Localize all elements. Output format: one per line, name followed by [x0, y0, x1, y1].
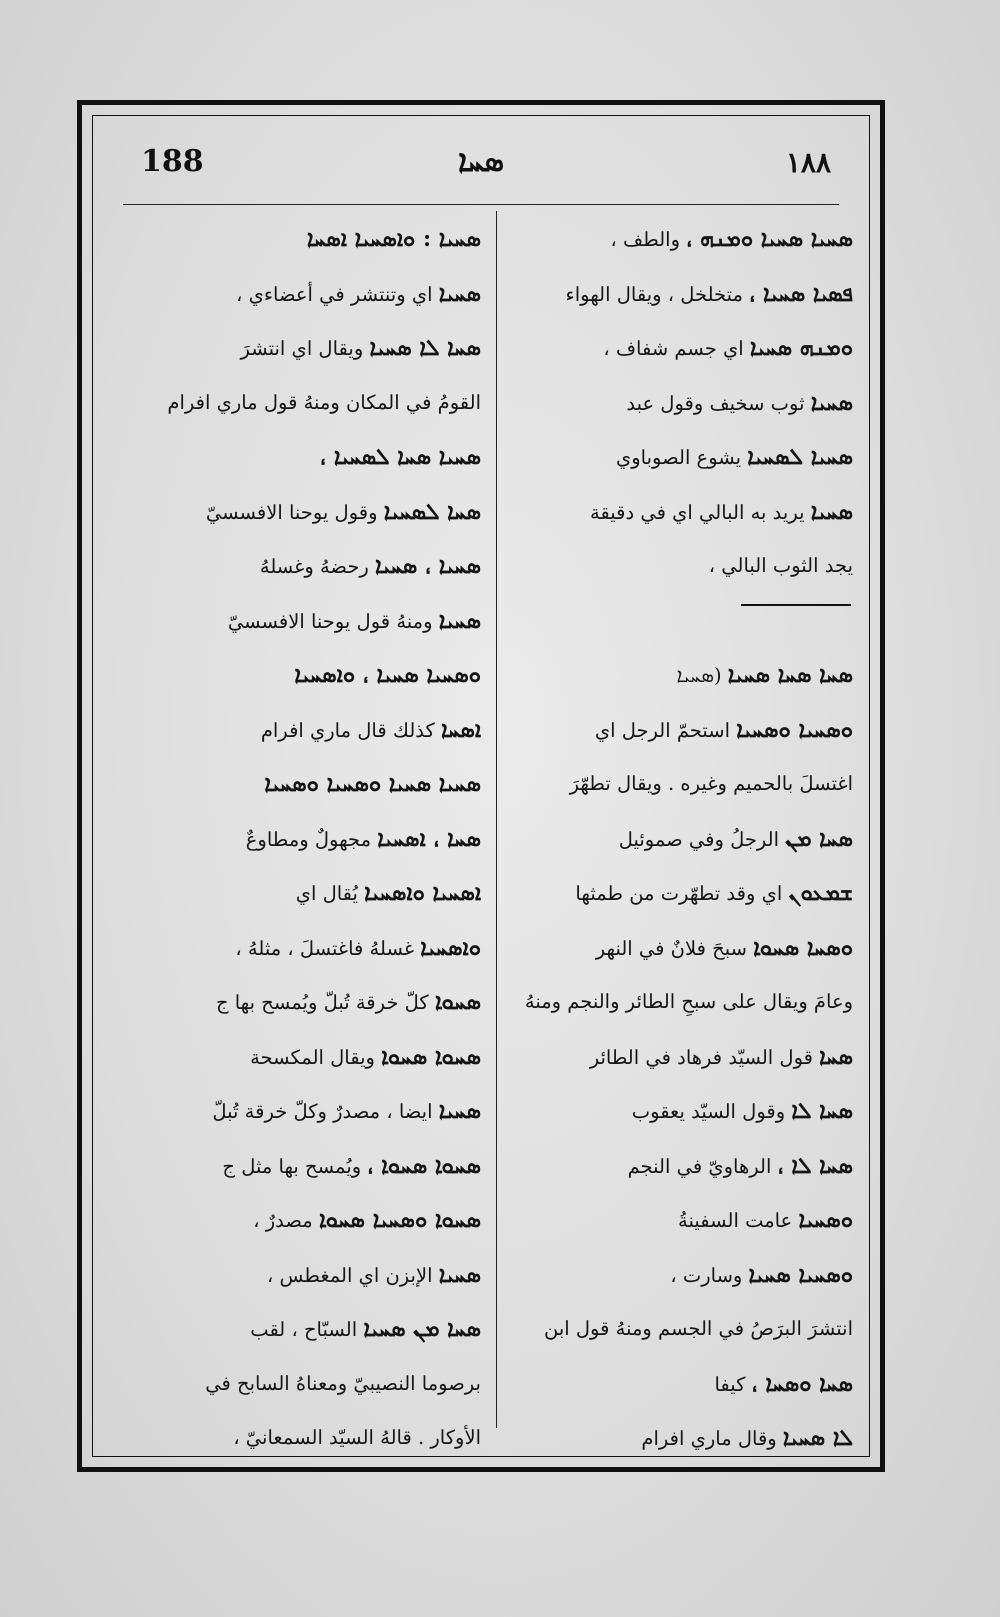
arabic-gloss: الرهاويّ في النجم [627, 1154, 772, 1178]
text-line [501, 430, 853, 485]
arabic-gloss: والطف ، [610, 228, 680, 251]
text-line [111, 1193, 481, 1248]
arabic-gloss: وعامَ ويقال على سبحِ الطائر والنجم ومنهُ [524, 990, 853, 1013]
text-line [111, 1411, 481, 1466]
text-line [111, 594, 481, 649]
section-divider-rule [501, 594, 853, 649]
syriac-term: ܣܚܝܐ : ܘܐܣܚܝܐ ܐܣܚܐ [306, 226, 481, 252]
text-line [111, 757, 481, 812]
text-line [111, 539, 481, 594]
text-line [111, 212, 481, 267]
text-line [111, 267, 481, 322]
syriac-term: ܣܚܝܐ [438, 280, 481, 307]
column-divider [496, 211, 497, 1428]
arabic-gloss: رحضهُ وغسلهُ [259, 555, 369, 578]
text-line [501, 1084, 853, 1139]
syriac-term: ܘܣܚܝܐ ܘܣܚܝܐ [736, 716, 853, 743]
arabic-gloss: انتشرَ البرَصُ في الجسم ومنهُ قول ابن [543, 1317, 853, 1340]
text-line [111, 1084, 481, 1139]
syriac-term: ܣܚܝܐ [810, 498, 853, 525]
syriac-term: ܫܡܥܘܢ [788, 880, 853, 906]
syriac-term: ܣܚܐ ܠܐ ، [777, 1152, 853, 1179]
arabic-gloss: كلّ خرقة تُبلّ ويُمسح بها ج [215, 991, 429, 1014]
arabic-gloss: وسارت ، [670, 1263, 743, 1287]
syriac-term: ܣܚܝܐ [438, 1261, 481, 1288]
arabic-gloss: السبّاح ، لقب [250, 1318, 358, 1341]
syriac-term: ܣܚܝܐ [810, 389, 853, 416]
arabic-gloss: مصدرٌ ، [253, 1209, 313, 1232]
running-header [113, 144, 849, 200]
arabic-gloss: ايضا ، مصدرٌ وكلّ خرقة تُبلّ [212, 1100, 433, 1123]
arabic-gloss: وقول يوحنا الافسسيّ [205, 500, 378, 524]
text-line [501, 267, 853, 322]
arabic-gloss: ومنهُ قول يوحنا الافسسيّ [227, 609, 433, 633]
arabic-gloss: متخلخل ، ويقال الهواء [565, 282, 743, 306]
text-line [111, 812, 481, 867]
text-line [501, 866, 853, 921]
arabic-gloss: يجد الثوب البالي ، [708, 554, 853, 577]
arabic-gloss: سبحَ فلانٌ في النهر [595, 936, 747, 960]
arabic-gloss: عامت السفينةُ [678, 1209, 793, 1232]
syriac-term: ܣܚܘܐ ܘܣܚܝܐ ܣܚܘܐ [318, 1207, 481, 1233]
text-line [501, 648, 853, 703]
text-line [111, 376, 481, 431]
arabic-gloss: وقال ماري افرام [641, 1427, 777, 1450]
text-line [501, 485, 853, 540]
text-line [111, 703, 481, 758]
arabic-gloss: وقول السيّد يعقوب [631, 1100, 786, 1123]
syriac-term: ܣܚܐ ܘܣܚܐ ، [751, 1370, 853, 1397]
text-line [111, 1302, 481, 1357]
arabic-gloss: مجهولٌ ومطاوعٌ [245, 827, 372, 851]
syriac-term: ܣܚܝܐ [438, 1098, 481, 1124]
syriac-term: ܘܣܚܝܐ ܣܚܝܐ ، ܘܐܣܚܝܐ [294, 662, 481, 688]
syriac-term: ܣܚܘܐ ܣܚܘܐ [381, 1043, 481, 1070]
syriac-term: ܣܚܝܐ ܣܚܝܐ ܘܣܚܝܐ ܘܣܚܝܐ [264, 771, 481, 797]
syriac-term: ܦܣܝܐ ܣܚܝܐ ، [749, 280, 853, 307]
text-line [111, 975, 481, 1030]
text-line [501, 975, 853, 1030]
arabic-gloss: (ܣܚܝܐ [676, 664, 722, 687]
running-headword: ܣܚܐ [457, 144, 505, 179]
text-line [501, 1357, 853, 1412]
arabic-gloss: قول السيّد فرهاد في الطائر [589, 1045, 813, 1069]
text-line [111, 648, 481, 703]
arabic-gloss: كيفا [714, 1372, 746, 1396]
arabic-gloss: اغتسلَ بالحميم وغيره . ويقال تطهّرَ [569, 772, 853, 795]
arabic-gloss: ويُمسح بها مثل ج [222, 1154, 362, 1178]
arabic-gloss: اي جسم شفاف ، [603, 337, 744, 360]
arabic-gloss: ويقال المكسحة [250, 1045, 375, 1069]
arabic-gloss: ويقال اي انتشرَ [240, 337, 364, 360]
text-line [501, 1411, 853, 1466]
page-frame-inner [92, 115, 870, 1457]
page-frame-outer [77, 100, 885, 1472]
syriac-term: ܣܚܐ ܡܢ ܣܚܝܐ [363, 1316, 481, 1342]
text-line [501, 1193, 853, 1248]
syriac-term: ܘܣܚܐ ܣܚܘܐ [753, 934, 853, 961]
syriac-term: ܐܣܚܐ [441, 716, 481, 743]
text-line [501, 1248, 853, 1303]
syriac-term: ܣܚܝܐ ܣܚܝܐ ܘܡܢܗ ، [686, 226, 853, 252]
arabic-gloss: الرجلُ وفي صموئيل [618, 827, 780, 851]
arabic-gloss: يريد به البالي اي في دقيقة [589, 500, 805, 524]
text-line [501, 539, 853, 594]
syriac-term: ܣܚܐ ، ܐܣܚܝܐ [377, 825, 481, 852]
syriac-term: ܠܐ ܣܚܝܐ [782, 1425, 853, 1451]
syriac-term: ܘܡܢܗ ܣܚܝܐ [749, 335, 853, 361]
header-rule [123, 204, 839, 205]
arabic-gloss: اي وقد تطهّرت من طمثها [575, 882, 783, 905]
syriac-term: ܣܚܐ ܠܣܚܝܐ [383, 498, 481, 525]
syriac-term: ܣܚܐ ܣܚܐ ܣܚܝܐ [727, 662, 853, 688]
arabic-gloss: الإبزن اي المغطس ، [267, 1263, 433, 1287]
syriac-term: ܣܚܝܐ ܣܚܐ ܠܣܚܝܐ ، [320, 444, 481, 470]
arabic-gloss: القومُ في المكان ومنهُ قول ماري افرام [167, 390, 481, 414]
left-column [111, 212, 481, 1466]
syriac-term: ܣܚܐ ܠܐ [791, 1098, 853, 1124]
arabic-gloss: كذلك قال ماري افرام [260, 718, 435, 742]
text-line [501, 921, 853, 976]
text-line [111, 1030, 481, 1085]
text-line [501, 376, 853, 431]
text-line [501, 1302, 853, 1357]
syriac-term: ܣܚܘܐ ܣܚܘܐ ، [367, 1152, 481, 1179]
syriac-term: ܘܣܚܝܐ [798, 1207, 853, 1233]
right-column [501, 212, 853, 1466]
arabic-gloss: يشوع الصوباوي [615, 446, 742, 469]
text-line [501, 212, 853, 267]
text-line [501, 1030, 853, 1085]
syriac-term: ܘܣܚܝܐ ܣܚܝܐ [748, 1261, 853, 1288]
syriac-term: ܣܚܝܐ [438, 607, 481, 634]
text-line [501, 703, 853, 758]
text-line [501, 1139, 853, 1194]
text-line [111, 1139, 481, 1194]
arabic-gloss: استحمّ الرجل اي [594, 718, 731, 742]
text-line [111, 321, 481, 376]
page-number-arabic: ١٨٨ [785, 146, 831, 179]
arabic-gloss: اي وتنتشر في أعضاءي ، [236, 282, 433, 306]
syriac-term: ܐܣܚܝܐ ܘܐܣܚܝܐ [364, 880, 481, 906]
text-line [501, 812, 853, 867]
syriac-term: ܣܚܐ [819, 1043, 853, 1070]
arabic-gloss: برصوما النصيبيّ ومعناهُ السابح في [205, 1371, 481, 1395]
syriac-term: ܣܚܝܐ ܠܣܚܝܐ [747, 444, 853, 470]
arabic-gloss: ثوب سخيف وقول عبد [626, 391, 805, 415]
text-line [111, 1357, 481, 1412]
text-line [111, 866, 481, 921]
syriac-term: ܣܚܐ ܡܢ [785, 825, 853, 852]
text-line [111, 921, 481, 976]
page-number-latin: 188 [141, 144, 204, 179]
arabic-gloss: الأوكار . قالهُ السيّد السمعانيّ ، [233, 1426, 481, 1449]
text-line [501, 321, 853, 376]
syriac-term: ܘܐܣܚܝܐ [420, 934, 481, 961]
text-line [501, 757, 853, 812]
arabic-gloss: يُقال اي [295, 882, 358, 905]
text-line [111, 485, 481, 540]
text-line [111, 1248, 481, 1303]
text-line [111, 430, 481, 485]
syriac-term: ܣܚܘܐ [434, 989, 481, 1015]
syriac-term: ܣܚܝܐ ، ܣܚܝܐ [375, 553, 481, 579]
syriac-term: ܣܚܐ ܠܐ ܣܚܝܐ [369, 335, 481, 361]
arabic-gloss: غسلهُ فاغتسلَ ، مثلهُ ، [235, 936, 415, 960]
